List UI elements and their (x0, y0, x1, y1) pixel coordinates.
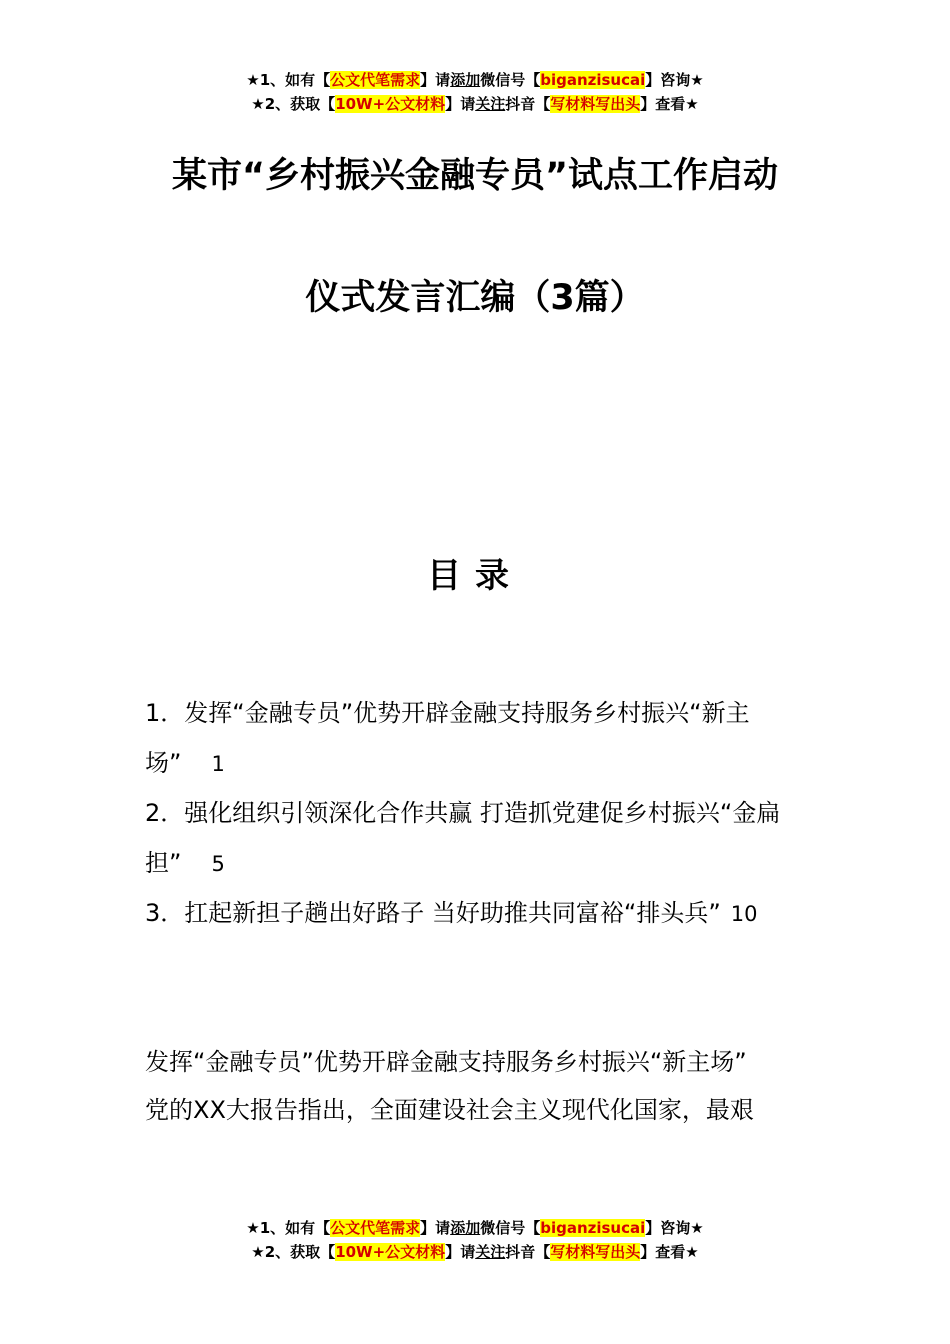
highlight-materials: 10W+公文材料 (335, 95, 446, 113)
article-body (145, 1038, 810, 1134)
highlight-douyin: 写材料写出头 (550, 95, 641, 113)
banner-line-1: ★1、如有【公文代笔需求】请添加微信号【biganzisucai】咨询★ (246, 71, 704, 89)
footer-banner (0, 1216, 950, 1264)
highlight-materials: 10W+公文材料 (335, 1243, 446, 1261)
document-title-line-2: 仪式发言汇编（3篇） (305, 278, 645, 318)
toc-page-number: 10 (730, 902, 758, 926)
toc-entry-2[interactable]: 2．强化组织引领深化合作共赢 打造抓党建促乡村振兴“金扁担” 5 (145, 799, 781, 877)
article-paragraph: 党的XX大报告指出，全面建设社会主义现代化国家，最艰 (145, 1096, 754, 1124)
toc-entry-1[interactable]: 1．发挥“金融专员”优势开辟金融支持服务乡村振兴“新主场” 1 (145, 699, 750, 777)
article-title: 发挥“金融专员”优势开辟金融支持服务乡村振兴“新主场” (145, 1048, 747, 1076)
toc-heading: 目录 (427, 556, 523, 596)
toc-entry-3[interactable]: 3．扛起新担子趟出好路子 当好助推共同富裕“排头兵” 10 (145, 899, 758, 927)
highlight-ghostwriting: 公文代笔需求 (330, 1219, 421, 1237)
document-title-line-1: 某市“乡村振兴金融专员”试点工作启动 (171, 156, 778, 196)
highlight-ghostwriting: 公文代笔需求 (330, 71, 421, 89)
header-banner (0, 68, 950, 116)
highlight-wechat-id: biganzisucai (540, 71, 646, 89)
banner-line-1: ★1、如有【公文代笔需求】请添加微信号【biganzisucai】咨询★ (246, 1219, 704, 1237)
toc-page-number: 5 (211, 852, 225, 876)
highlight-wechat-id: biganzisucai (540, 1219, 646, 1237)
banner-line-2: ★2、获取【10W+公文材料】请关注抖音【写材料写出头】查看★ (251, 95, 699, 113)
highlight-douyin: 写材料写出头 (550, 1243, 641, 1261)
toc-page-number: 1 (211, 752, 225, 776)
banner-line-2: ★2、获取【10W+公文材料】请关注抖音【写材料写出头】查看★ (251, 1243, 699, 1261)
